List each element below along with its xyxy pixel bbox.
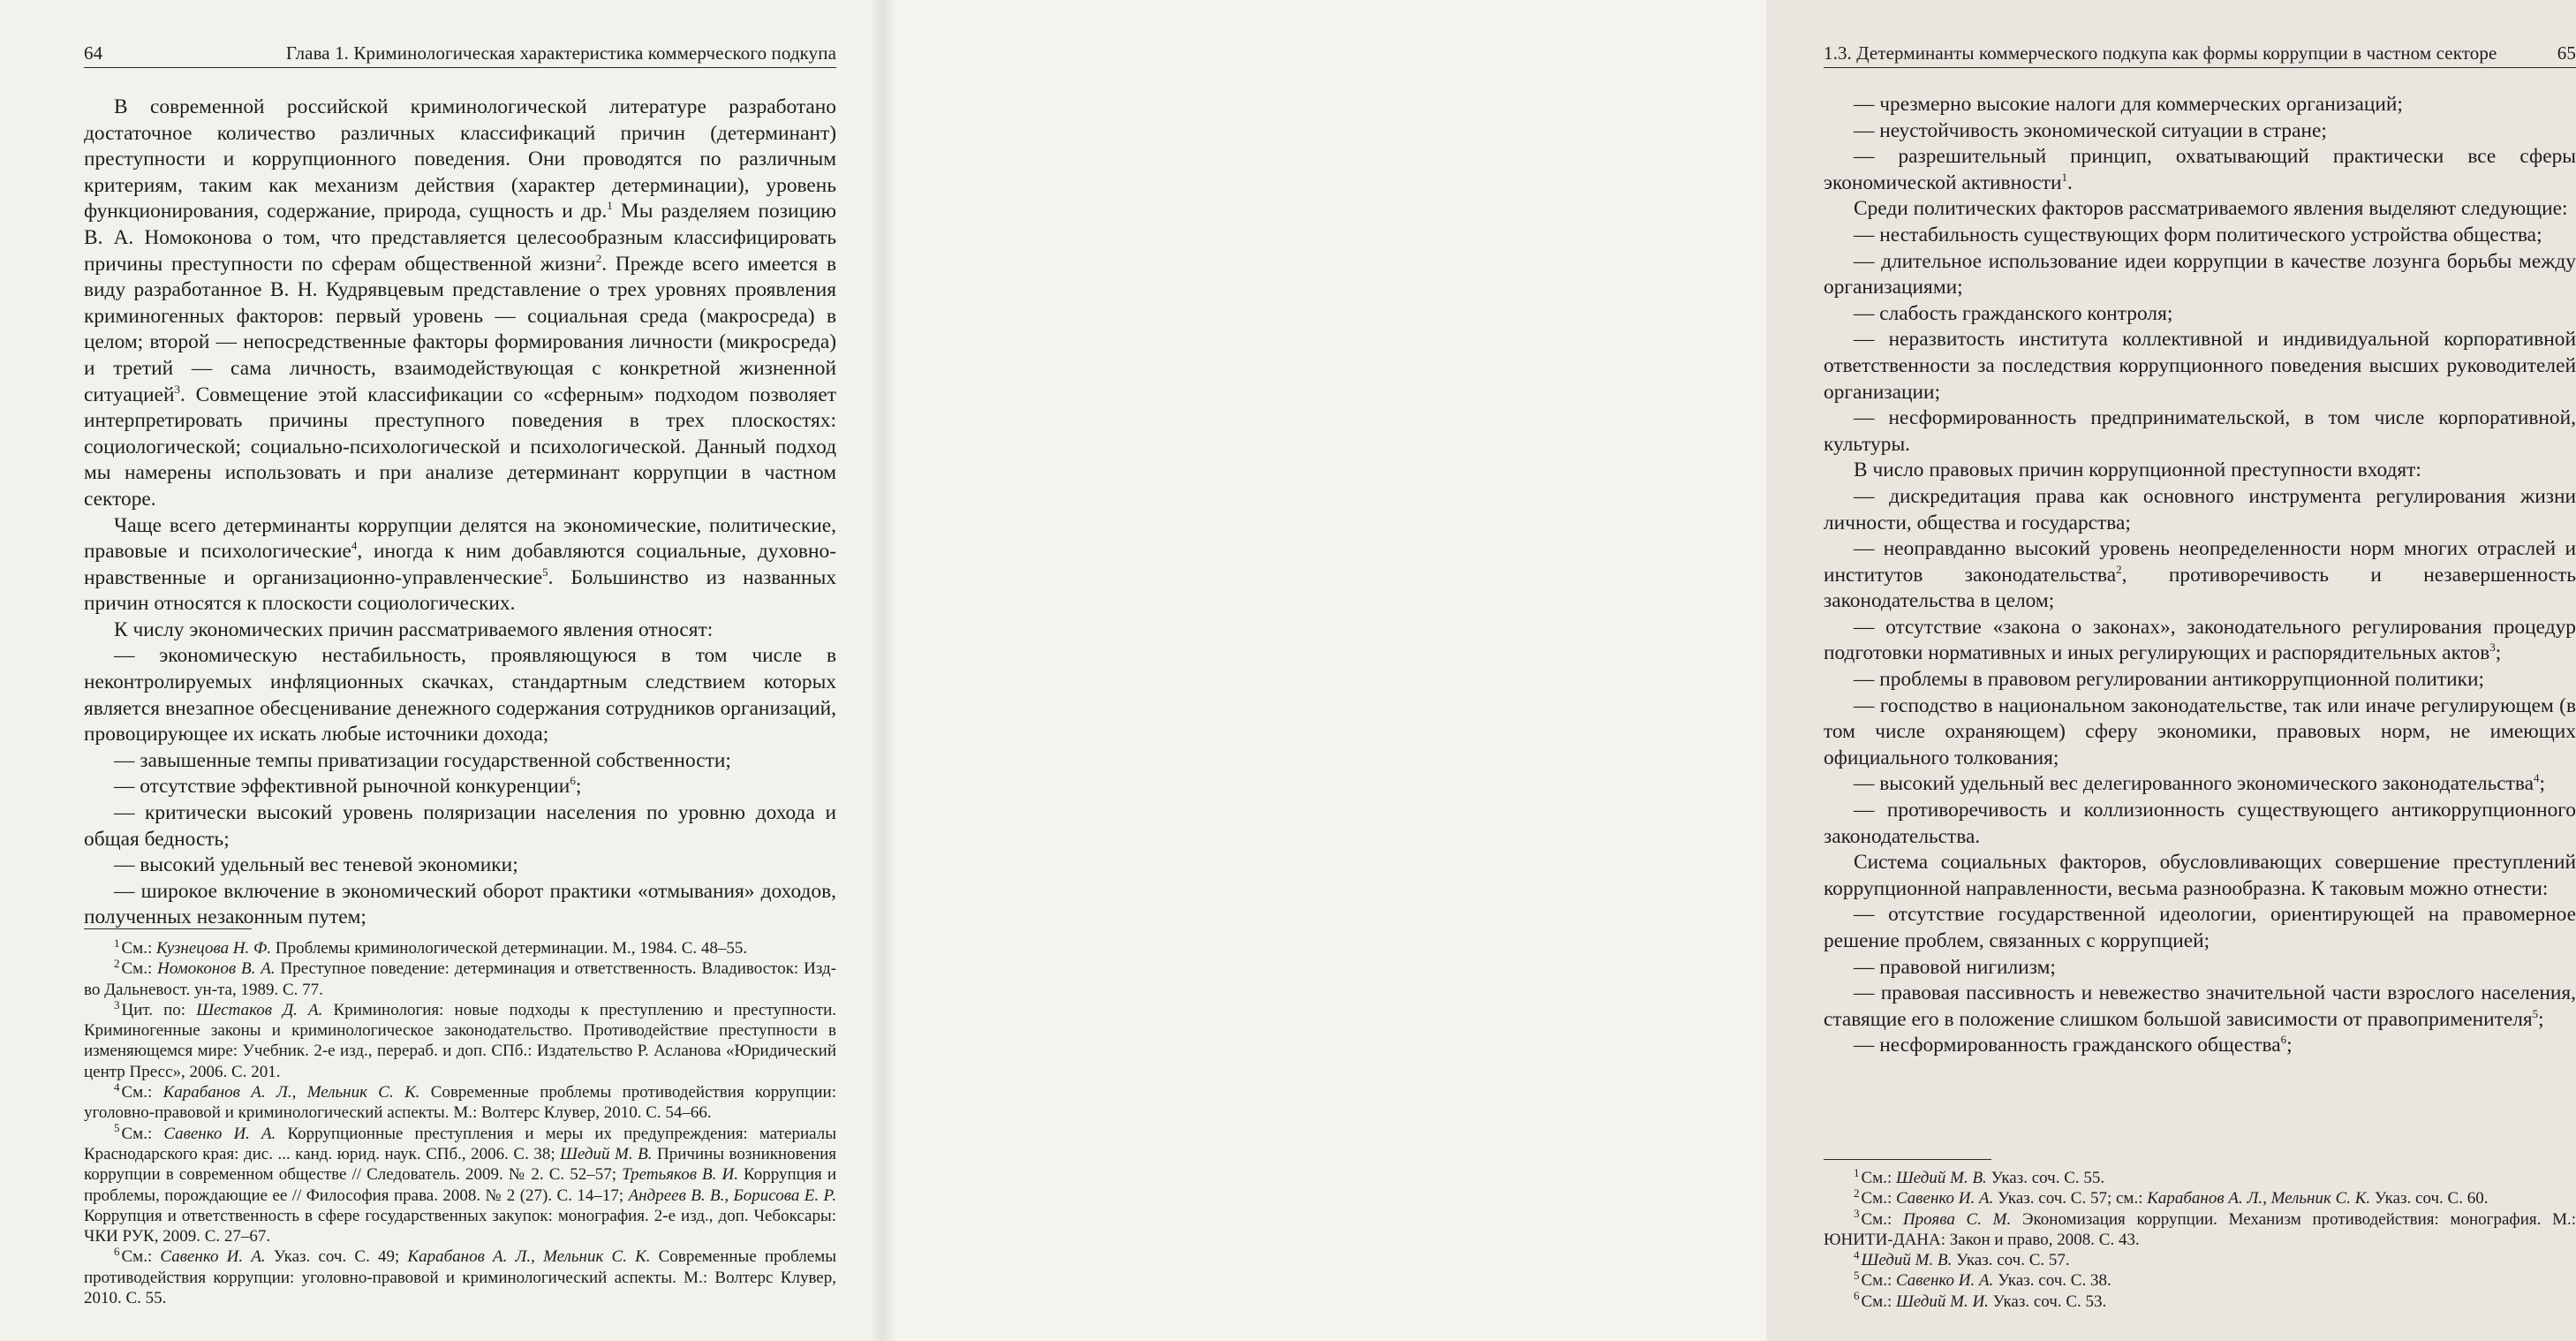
footnote-number: 4 bbox=[114, 1080, 120, 1094]
list-item bbox=[1824, 771, 2576, 798]
text-run: — несформированность гражданского общества bbox=[1854, 1034, 2281, 1057]
text-run: Среди политических факторов рассматриваемого явления выделяют следующие: bbox=[1854, 197, 2568, 221]
text-run: — критически высокий уровень поляризации населения по уровню дохода и общая бедность; bbox=[84, 801, 836, 851]
footnote-ref: 4 bbox=[351, 539, 358, 553]
left-running-head bbox=[84, 39, 836, 68]
paragraph bbox=[84, 95, 836, 513]
text-run: Современные проблемы противодействия коррупции: уголовно-правовой и криминологический аспекты. М.: Волтерс Клувер, 2010. С. 55. bbox=[84, 1247, 836, 1308]
paragraph bbox=[1824, 458, 2576, 484]
footnote-number: 6 bbox=[1854, 1289, 1860, 1303]
footnote bbox=[1824, 1209, 2576, 1251]
footnote bbox=[1824, 1247, 2576, 1270]
text-run: — слабость гражданского контроля; bbox=[1854, 301, 2173, 325]
text-run: . Прежде всего имеется в виду разработанное В. Н. Кудрявцевым представление о трех уровнях проявления криминогенных факторов: первый уровень — социальная среда (макросреда) в целом; второй — непосредственные факторы формирования личности (микросреда) и третий — сама личность, взаимодействующая с конкретной жизненной ситуацией bbox=[84, 252, 836, 406]
text-run: См.: bbox=[121, 1124, 164, 1143]
text-run: Указ. соч. С. 57. bbox=[1952, 1251, 2070, 1270]
footnote bbox=[84, 1082, 836, 1124]
list-item bbox=[1824, 667, 2576, 693]
text-run: , иногда к ним добавляются социальные, духовно-нравственные и организационно-управленческие bbox=[84, 540, 836, 589]
text-run: Преступное поведение: детерминация и ответственность. Владивосток: Изд-во Дальневост. ун-та, 1989. С. 77. bbox=[84, 959, 836, 999]
left-footnotes bbox=[84, 938, 836, 1308]
author-name: Проява С. М. bbox=[1902, 1209, 2012, 1229]
author-name: Савенко И. А. bbox=[163, 1124, 276, 1143]
text-run: Экономизация коррупции. Механизм противодействия: монография. М.: ЮНИТИ-ДАНА: Закон и право, 2008. С. 43. bbox=[1824, 1209, 2576, 1249]
footnote-number: 3 bbox=[114, 997, 120, 1011]
text-run: См.: bbox=[121, 939, 156, 958]
author-name: Савенко И. А. bbox=[160, 1247, 266, 1267]
footnote-ref: 4 bbox=[2534, 771, 2540, 785]
text-run: — высокий удельный вес делегированного экономического законодательства bbox=[1854, 772, 2534, 796]
footnote-ref: 5 bbox=[2532, 1006, 2539, 1020]
author-name: Андреев В. В., Борисова Е. Р. bbox=[628, 1186, 836, 1205]
text-run: Коррупция и ответственность в сфере государственных закупок: монография. 2-е изд., доп. Чебоксары: ЧКИ РУК, 2009. С. 27–67. bbox=[84, 1206, 836, 1246]
text-run: — нестабильность существующих форм политического устройства общества; bbox=[1854, 223, 2542, 246]
text-run: , противоречивость и незавершенность законодательства в целом; bbox=[1824, 563, 2576, 613]
footnote-number: 1 bbox=[1854, 1165, 1860, 1179]
text-run: Цит. по: bbox=[121, 1000, 197, 1019]
right-page-number: 65 bbox=[2557, 42, 2576, 64]
right-running-head bbox=[1824, 39, 2576, 68]
text-run: К числу экономических причин рассматриваемого явления относят: bbox=[114, 617, 714, 641]
text-run: См.: bbox=[121, 1247, 161, 1267]
text-run: . Большинство из названных причин относятся к плоскости социологических. bbox=[84, 565, 836, 616]
text-run: . Совмещение этой классификации со «сферным» подходом позволяет интерпретировать причины преступного поведения в трех плоскостях: социологической; социально-психологической и психологической. Данный подход мы намерены использовать и при анализе детерминант коррупции в частном секторе. bbox=[84, 383, 836, 511]
footnote bbox=[1824, 1188, 2576, 1208]
left-page-number: 64 bbox=[84, 42, 103, 64]
footnote-ref: 6 bbox=[2280, 1033, 2287, 1047]
text-run: Указ. соч. С. 60. bbox=[2370, 1189, 2489, 1208]
list-item bbox=[1824, 798, 2576, 850]
list-item bbox=[1824, 405, 2576, 458]
list-item bbox=[1824, 92, 2576, 118]
author-name: Карабанов А. Л., Мельник С. К. bbox=[407, 1247, 651, 1267]
footnote bbox=[84, 997, 836, 1082]
footnote-ref: 3 bbox=[2489, 640, 2496, 655]
text-run: См.: bbox=[1861, 1189, 1896, 1208]
footnote-number: 6 bbox=[114, 1245, 120, 1259]
text-run: — дискредитация права как основного инструмента регулирования жизни личности, общества и государства; bbox=[1824, 484, 2576, 534]
footnote-ref: 1 bbox=[607, 199, 613, 213]
text-run: — экономическую нестабильность, проявляющуюся в том числе в неконтролируемых инфляционных скачках, стандартным следствием которых является внезапное обесценивание денежного содержания сотрудников организаций, провоцирующее их искать любые источники дохода; bbox=[84, 644, 836, 746]
text-run: — неразвитость института коллективной и индивидуальной корпоративной ответственности за последствия коррупционного поведения высших руководителей организации; bbox=[1824, 328, 2576, 404]
left-body-text bbox=[84, 95, 836, 931]
footnote-number: 5 bbox=[114, 1121, 120, 1135]
text-run: ; bbox=[2495, 641, 2502, 665]
list-item bbox=[1824, 484, 2576, 536]
text-run: Указ. соч. С. 53. bbox=[1988, 1292, 2107, 1311]
text-run: Указ. соч. С. 55. bbox=[1986, 1169, 2105, 1187]
author-name: Шедий М. И. bbox=[1895, 1292, 1989, 1311]
list-item bbox=[1824, 301, 2576, 328]
text-run: — несформированность предпринимательской, в том числе корпоративной, культуры. bbox=[1824, 406, 2576, 456]
text-run: — противоречивость и коллизионность существующего антикоррупционного законодательства. bbox=[1824, 799, 2576, 848]
text-run: — разрешительный принцип, охватывающий практически все сферы экономической активности bbox=[1824, 145, 2576, 194]
text-run: — отсутствие «закона о законах», законодательного регулирования процедур подготовки нормативных и иных регулирующих и распорядительных актов bbox=[1824, 615, 2576, 665]
list-item bbox=[1824, 223, 2576, 249]
footnote-ref: 5 bbox=[542, 564, 548, 579]
author-name: Кузнецова Н. Ф. bbox=[155, 939, 272, 958]
author-name: Третьяков В. И. bbox=[622, 1165, 738, 1185]
footnote-number: 4 bbox=[1854, 1247, 1860, 1261]
text-run: — неоправданно высокий уровень неопределенности норм многих отраслей и институтов законодательства bbox=[1824, 537, 2576, 587]
text-run: Коррупция и проблемы, порождающие ее // Философия права. 2008. № 2 (27). С. 14–17; bbox=[84, 1165, 836, 1205]
text-run: ; bbox=[2286, 1034, 2293, 1057]
right-running-head-title: 1.3. Детерминанты коммерческого подкупа как формы коррупции в частном секторе bbox=[1824, 42, 2497, 64]
text-run: — отсутствие эффективной рыночной конкуренции bbox=[114, 775, 570, 799]
text-run: См.: bbox=[1861, 1271, 1896, 1291]
footnote bbox=[1824, 1289, 2576, 1312]
author-name: Шедий М. В. bbox=[1895, 1169, 1987, 1187]
text-run: Проблемы криминологической детерминации. М., 1984. С. 48–55. bbox=[271, 939, 748, 958]
list-item bbox=[1824, 144, 2576, 196]
footnote-ref: 6 bbox=[570, 774, 576, 788]
text-run: Причины возникновения коррупции в современном обществе // Следователь. 2009. № 2. С. 52–57; bbox=[84, 1144, 837, 1185]
list-item bbox=[1824, 327, 2576, 405]
left-page bbox=[0, 0, 883, 1341]
text-run: ; bbox=[575, 775, 582, 799]
list-item bbox=[84, 879, 836, 931]
author-name: Карабанов А. Л., Мельник С. К. bbox=[2147, 1189, 2371, 1208]
footnote-number: 2 bbox=[1854, 1186, 1860, 1200]
list-item bbox=[84, 748, 836, 775]
list-item bbox=[1824, 118, 2576, 145]
right-footnote-rule bbox=[1824, 1159, 1991, 1160]
list-item bbox=[1824, 249, 2576, 301]
text-run: — длительное использование идеи коррупции в качестве лозунга борьбы между организациями; bbox=[1824, 249, 2576, 299]
author-name: Савенко И. А. bbox=[1895, 1189, 1994, 1208]
list-item bbox=[1824, 955, 2576, 981]
list-item bbox=[84, 643, 836, 747]
book-gutter bbox=[870, 0, 896, 1341]
paragraph bbox=[84, 617, 836, 644]
text-run: В число правовых причин коррупционной преступности входят: bbox=[1854, 458, 2421, 482]
text-run: — высокий удельный вес теневой экономики; bbox=[114, 853, 518, 877]
list-item bbox=[1824, 615, 2576, 667]
left-footnote-rule bbox=[84, 928, 252, 929]
text-run: См.: bbox=[1861, 1169, 1896, 1187]
author-name: Шестаков Д. А. bbox=[196, 1000, 323, 1019]
text-run: — отсутствие государственной идеологии, ориентирующей на правомерное решение проблем, связанных с коррупцией; bbox=[1824, 903, 2576, 952]
text-run: Указ. соч. С. 38. bbox=[1993, 1271, 2111, 1291]
text-run: См.: bbox=[121, 1083, 163, 1102]
list-item bbox=[1824, 1033, 2576, 1059]
text-run: — неустойчивость экономической ситуации в стране; bbox=[1854, 118, 2327, 142]
footnote-number: 1 bbox=[114, 936, 120, 950]
list-item bbox=[1824, 902, 2576, 954]
footnote-number: 3 bbox=[1854, 1207, 1860, 1221]
list-item bbox=[84, 852, 836, 879]
text-run: Указ. соч. С. 49; bbox=[265, 1247, 408, 1267]
text-run: См.: bbox=[1861, 1209, 1903, 1229]
list-item bbox=[84, 800, 836, 852]
author-name: Савенко И. А. bbox=[1895, 1271, 1994, 1291]
text-run: См.: bbox=[1861, 1292, 1896, 1311]
paragraph bbox=[1824, 196, 2576, 223]
text-run: Криминология: новые подходы к преступлению и преступности. Криминогенные законы и криминологическое законодательство. Противодействие преступности в изменяющемся мире: Учебник. 2-е изд., перераб. и доп. СПб.: Издательство Р. Асланова «Юридический центр Пресс», 2006. С. 201. bbox=[84, 1000, 836, 1081]
left-running-head-title: Глава 1. Криминологическая характеристика коммерческого подкупа bbox=[285, 42, 836, 64]
text-run: — чрезмерно высокие налоги для коммерческих организаций; bbox=[1854, 93, 2403, 116]
text-run: Современные проблемы противодействия коррупции: уголовно-правовой и криминологический аспекты. М.: Волтерс Клувер, 2010. С. 54–66. bbox=[84, 1083, 836, 1123]
text-run: — правовая пассивность и невежество значительной части взрослого населения, ставящие его в положение слишком большой зависимости от правоприменителя bbox=[1824, 981, 2576, 1031]
text-run: — правовой нигилизм; bbox=[1854, 955, 2056, 979]
author-name: Номоконов В. А. bbox=[157, 959, 276, 979]
list-item bbox=[1824, 536, 2576, 615]
footnote bbox=[84, 938, 836, 958]
text-run: — господство в национальном законодательстве, так или иначе регулирующем (в том числе охраняющем) сферу экономики, правовых норм, не имеющих официального толкования; bbox=[1824, 693, 2576, 769]
text-run: ; bbox=[2539, 772, 2546, 796]
paragraph bbox=[1824, 850, 2576, 902]
footnote-ref: 2 bbox=[595, 251, 602, 265]
text-run: Указ. соч. С. 57; см.: bbox=[1993, 1189, 2148, 1208]
author-name: Карабанов А. Л., Мельник С. К. bbox=[162, 1083, 420, 1102]
footnote bbox=[84, 1246, 836, 1308]
list-item bbox=[1824, 693, 2576, 772]
footnote-ref: 2 bbox=[2116, 562, 2122, 576]
text-run: Система социальных факторов, обусловливающих совершение преступлений коррупционной направленности, весьма разнообразна. К таковым можно отнести: bbox=[1824, 851, 2576, 900]
list-item bbox=[1824, 981, 2576, 1033]
text-run: — завышенные темпы приватизации государственной собственности; bbox=[114, 748, 731, 772]
list-item bbox=[84, 774, 836, 800]
text-run: ; bbox=[2538, 1007, 2544, 1031]
text-run: — проблемы в правовом регулировании антикоррупционной политики; bbox=[1854, 668, 2485, 692]
text-run: В современной российской криминологической литературе разработано достаточное количество различных классификаций причин (детерминант) преступности и коррупционного поведения. Они проводятся по различным критериям, таким как механизм действия (характер детерминации), уровень функционирования, содержание, природа, сущность и др. bbox=[84, 95, 836, 224]
footnote-ref: 3 bbox=[174, 382, 181, 396]
right-footnotes bbox=[1824, 1165, 2576, 1312]
footnote-number: 5 bbox=[1854, 1269, 1860, 1283]
right-page bbox=[883, 0, 2576, 1341]
footnote bbox=[84, 958, 836, 1000]
paragraph bbox=[84, 513, 836, 617]
text-run: Коррупционные преступления и меры их предупреждения: материалы Краснодарского края: дис. ... канд. юрид. наук. СПб., 2006. С. 38; bbox=[84, 1124, 836, 1163]
author-name: Шедий М. В. bbox=[1861, 1251, 1953, 1270]
right-body-text bbox=[1824, 92, 2576, 1059]
footnote-ref: 1 bbox=[2061, 170, 2067, 184]
text-run: — широкое включение в экономический оборот практики «отмывания» доходов, полученных незаконным путем; bbox=[84, 879, 836, 929]
footnote bbox=[1824, 1165, 2576, 1188]
author-name: Шедий М. В. bbox=[560, 1144, 653, 1163]
text-run: . bbox=[2066, 170, 2073, 194]
footnote bbox=[1824, 1270, 2576, 1291]
text-run: Чаще всего детерминанты коррупции делятся на экономические, политические, правовые и психологические bbox=[84, 513, 836, 564]
footnote-number: 2 bbox=[114, 956, 120, 970]
text-run: См.: bbox=[121, 959, 158, 979]
text-run: Мы разделяем позицию В. А. Номоконова о том, что представляется целесообразным классифицировать причины преступности по сферам общественной жизни bbox=[84, 200, 836, 276]
footnote bbox=[84, 1121, 837, 1247]
